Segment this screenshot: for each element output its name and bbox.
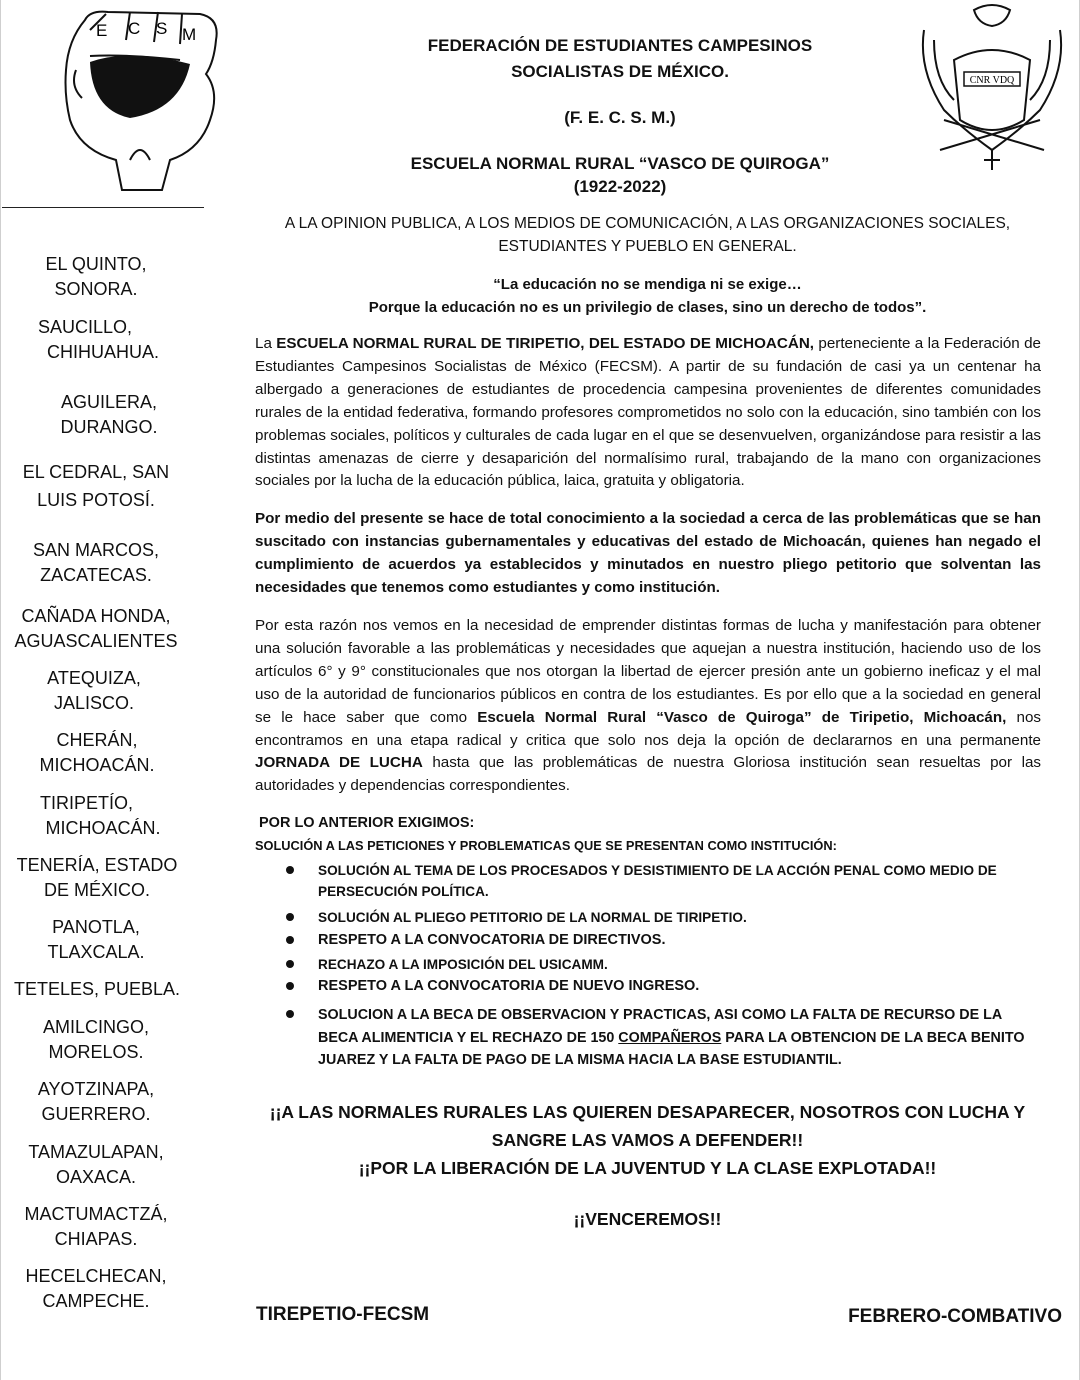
school-years: (1922-2022) [573,177,667,196]
bullet-icon [286,913,294,921]
bullet-icon [286,982,294,990]
sidebar-divider [2,207,204,208]
signature-left: TIREPETIO-FECSM [256,1304,430,1325]
paragraph-introduction: La ESCUELA NORMAL RURAL DE TIRIPETIO, DEL ESTADO DE MICHOACÁN, perteneciente a la Federación de Estudiantes Campesinos Socialistas de México (FECSM). A partir de su fundación de casi ya un centenar ha albergado a generaciones de estudiantes de procedencia campesina provenientes de diferentes comunidades rurales de la entidad federativa, formando profesores comprometidos no solo con la educación, sino también con los problemas sociales, políticos y culturales de cada lugar en el que se desenvuelven, organizándose para resistir a las distintas amenazas de cierre y desaparición del normalísimo rural, trabajando de la mano con organizaciones sociales por la lucha de la educación pública, laica, gratuita y obligatoria. [255,335,1042,490]
sidebar-school: SAN MARCOS, ZACATECAS. [32,540,160,585]
demand-item: SOLUCIÓN AL TEMA DE LOS PROCESADOS Y DESISTIMIENTO DE LA ACCIÓN PENAL COMO MEDIO DE PERSECUCIÓN POLÍTICA. [318,863,997,899]
audience-line-2: ESTUDIANTES Y PUEBLO EN GENERAL. [498,238,797,255]
paragraph-declaration: Por esta razón nos vemos en la necesidad de emprender distintas formas de lucha y manifestación para obtener una solución favorable a las problemáticas y necesidades que aquejan a nuestra institución, haciendo uso de los artículos 6° y 9° constitucionales que nos otorgan la libertad de ejercer presión ante un gobierno ineficaz y el mal uso de la autoridad de funcionarios públicos en contra de los estudiantes. Es por ello que a la sociedad en general se le hace saber que como Escuela Normal Rural “Vasco de Quiroga” de Tiripetio, Michoacán, nos encontramos en una etapa radical y critica que solo nos deja la opción de declararnos en una permanente JORNADA DE LUCHA hasta que las problemáticas de nuestra Gloriosa institución sean resueltas por las autoridades y dependencias correspondientes. [255,617,1041,795]
paragraph-statement: Por medio del presente se hace de total conocimiento a la sociedad a cerca de las problemáticas que se han suscitado con instancias gubernamentales y educativas del estado de Michoacán, quienes han negado el cumplimiento de acuerdos ya establecidos y minutados en nuestro pliego petitorio que solventan las necesidades que tenemos como estudiantes y como institución. [255,510,1041,596]
school-eagle-seal-logo [914,0,1070,172]
demands-title: POR LO ANTERIOR EXIGIMOS: [259,815,475,831]
fist-letter-s: S [156,19,168,38]
fecsm-fist-logo [30,0,230,192]
sidebar-school: AMILCINGO, MORELOS. [42,1017,149,1062]
fist-letter-e: E [96,21,108,40]
bullet-icon [286,960,294,968]
demand-item: SOLUCION A LA BECA DE OBSERVACION Y PRACTICAS, ASI COMO LA FALTA DE RECURSO DE LA BECA ALIMENTICIA Y EL RECHAZO DE 150 COMPAÑEROS PARA LA OBTENCION DE LA BECA BENITO JUAREZ Y LA FALTA DE PAGO DE LA MISMA HACIA LA BASE ESTUDIANTIL. [318,1007,1025,1068]
federation-line-1: FEDERACIÓN DE ESTUDIANTES CAMPESINOS [427,36,813,55]
sidebar-school: TENERÍA, ESTADO DE MÉXICO. [16,855,178,900]
demand-item: SOLUCIÓN AL PLIEGO PETITORIO DE LA NORMAL DE TIRIPETIO. [318,910,747,925]
sidebar-school: TETELES, PUEBLA. [13,979,181,999]
federation-acronym: (F. E. C. S. M.) [564,108,676,127]
sidebar-school: CAÑADA HONDA, AGUASCALIENTES [14,606,178,651]
slogan-line-1: ¡¡A LAS NORMALES RURALES LAS QUIEREN DESAPARECER, NOSOTROS CON LUCHA Y [269,1102,1026,1122]
slogan-venceremos: ¡¡VENCEREMOS!! [573,1209,722,1229]
sidebar-school: SAUCILLO, CHIHUAHUA. [38,317,159,362]
slogan-line-3: ¡¡POR LA LIBERACIÓN DE LA JUVENTUD Y LA CLASE EXPLOTADA!! [358,1158,937,1178]
bullet-icon [286,1010,294,1018]
signature-right: FEBRERO-COMBATIVO [848,1306,1062,1327]
demand-item: RESPETO A LA CONVOCATORIA DE NUEVO INGRESO. [318,978,700,994]
sidebar-school: CHERÁN, MICHOACÁN. [39,730,155,775]
fist-letter-m: M [182,25,197,44]
demands-subtitle: SOLUCIÓN A LAS PETICIONES Y PROBLEMATICAS QUE SE PRESENTAN COMO INSTITUCIÓN: [255,838,837,853]
sidebar-school: TIRIPETÍO, MICHOACÁN. [40,793,161,838]
sidebar-school: ATEQUIZA, JALISCO. [47,668,141,713]
slogan-line-2: SANGRE LAS VAMOS A DEFENDER!! [491,1130,804,1150]
school-name: ESCUELA NORMAL RURAL “VASCO DE QUIROGA” [410,154,830,173]
slogan-defend [250,1098,1045,1182]
fist-letter-c: C [128,19,141,38]
sidebar-school: AGUILERA, DURANGO. [60,392,158,437]
seal-text: CNR VDQ [969,75,1015,86]
audience-statement [250,212,1045,258]
sidebar-school: PANOTLA, TLAXCALA. [47,917,145,962]
quote-line-2: Porque la educación no es un privilegio de clases, sino un derecho de todos”. [368,299,927,316]
sidebar-school: MACTUMACTZÁ, CHIAPAS. [24,1204,168,1249]
demand-item: RESPETO A LA CONVOCATORIA DE DIRECTIVOS. [318,932,666,948]
sidebar-school: AYOTZINAPA, GUERRERO. [37,1079,155,1124]
demand-item: RECHAZO A LA IMPOSICIÓN DEL USICAMM. [318,957,608,972]
sidebar-school: TAMAZULAPAN, OAXACA. [28,1142,164,1187]
audience-line-1: A LA OPINION PUBLICA, A LOS MEDIOS DE COMUNICACIÓN, A LAS ORGANIZACIONES SOCIALES, [284,215,1011,232]
opening-quote [250,273,1045,319]
bullet-icon [286,936,294,944]
sidebar-school: EL QUINTO, SONORA. [45,254,147,299]
sidebar-school: EL CEDRAL, SAN LUIS POTOSÍ. [22,462,170,510]
federation-line-2: SOCIALISTAS DE MÉXICO. [511,62,729,81]
sidebar-school: HECELCHECAN, CAMPECHE. [25,1266,167,1311]
bullet-icon [286,866,294,874]
quote-line-1: “La educación no se mendiga ni se exige… [493,276,802,293]
